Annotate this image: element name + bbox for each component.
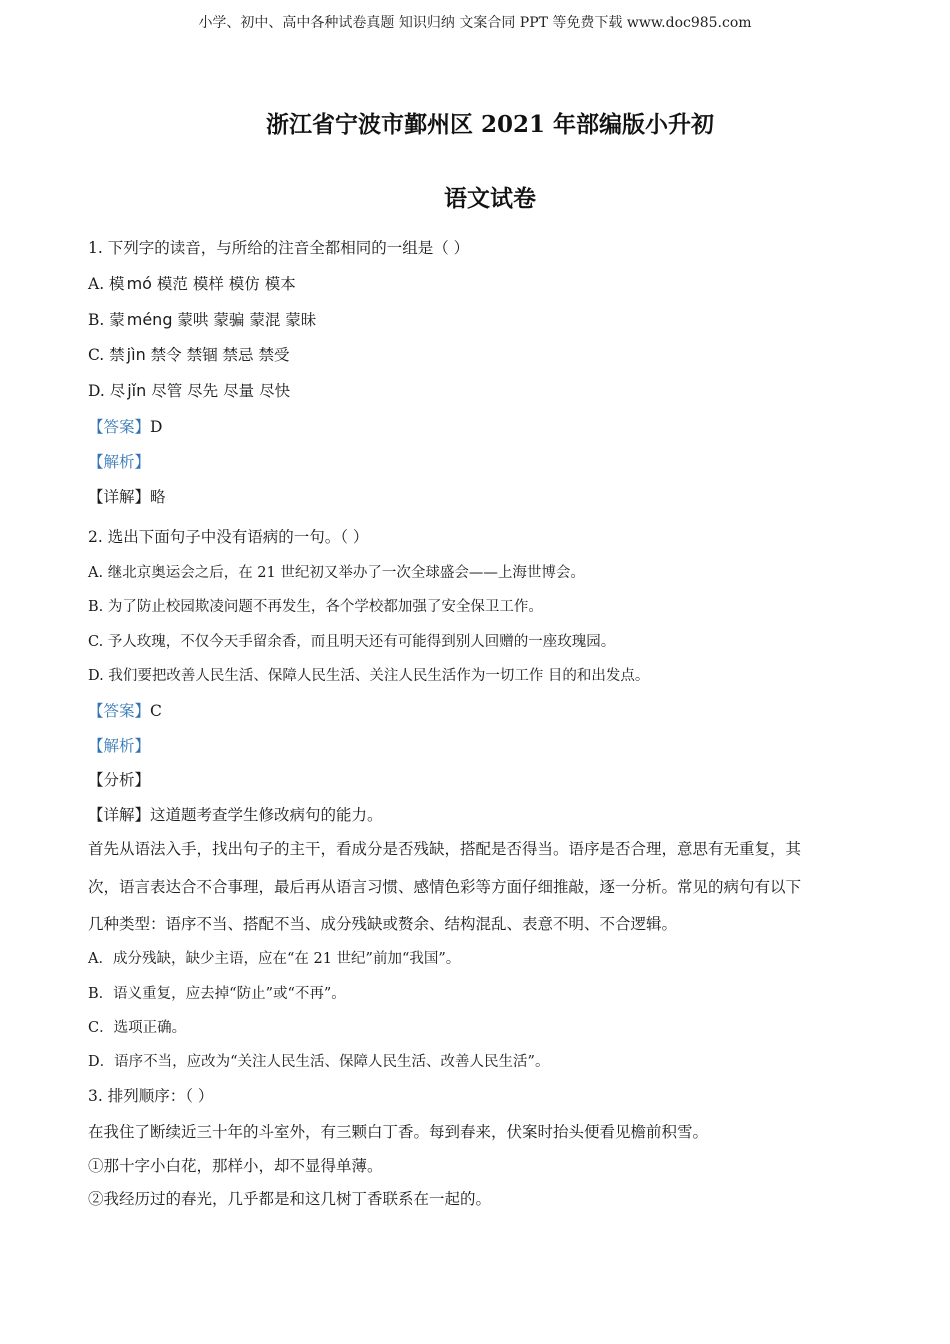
answer-value: D (150, 418, 163, 436)
site-header: 小学、初中、高中各种试卷真题 知识归纳 文案合同 PPT 等免费下载 www.doc985.com (198, 15, 752, 31)
q1-analysis-tag: 【解析】 (88, 453, 151, 471)
option-word: 禁忌 (222, 346, 254, 364)
q2-explanation-b: B．语义重复，应去掉“防止”或“不再”。 (88, 986, 346, 1002)
q2-option-b: B. 为了防止校园欺凌问题不再发生，各个学校都加强了安全保卫工作。 (88, 599, 543, 615)
q3-stem: 3. 排列顺序：（ ） (88, 1087, 214, 1105)
q2-option-a: A. 继北京奥运会之后，在 21 世纪初又举办了一次全球盛会——上海世博会。 (88, 565, 585, 581)
option-pinyin: méng (126, 310, 173, 329)
q2-detail: 【详解】这道题考查学生修改病句的能力。 (88, 806, 383, 824)
option-label: C. 禁 (88, 346, 125, 364)
option-word: 蒙哄 (177, 311, 209, 329)
q1-stem: 1. 下列字的读音，与所给的注音全都相同的一组是（ ） (88, 239, 470, 257)
option-pinyin: jǐn (127, 381, 147, 400)
q2-explanation-d: D．语序不当，应改为“关注人民生活、保障人民生活、改善人民生活”。 (88, 1054, 550, 1070)
q2-option-c: C. 予人玫瑰，不仅今天手留余香，而且明天还有可能得到别人回赠的一座玫瑰园。 (88, 634, 616, 650)
q2-para-line: 几种类型：语序不当、搭配不当、成分残缺或赘余、结构混乱、表意不明、不合逻辑。 (88, 915, 678, 933)
option-word: 尽管 (151, 382, 183, 400)
q2-analysis-tag: 【解析】 (88, 737, 151, 755)
q1-answer (88, 415, 162, 437)
option-word: 禁受 (258, 346, 290, 364)
q1-option-d (88, 379, 290, 401)
option-word: 蒙昧 (285, 311, 317, 329)
q1-option-c (88, 343, 290, 365)
option-word: 模范 (156, 275, 188, 293)
option-label: D. 尽 (88, 382, 126, 400)
q2-para-line: 首先从语法入手，找出句子的主干，看成分是否残缺，搭配是否得当。语序是否合理，意思有无重复，其 (88, 840, 802, 858)
option-word: 蒙混 (249, 311, 281, 329)
exam-subtitle: 语文试卷 (444, 185, 536, 212)
q1-option-a (88, 272, 296, 294)
q2-option-d: D. 我们要把改善人民生活、保障人民生活、关注人民生活作为一切工作 目的和出发点。 (88, 668, 650, 684)
answer-tag: 【答案】 (88, 418, 151, 436)
q2-fenxi: 【分析】 (88, 771, 151, 789)
answer-tag: 【答案】 (88, 702, 151, 720)
option-word: 模本 (264, 275, 296, 293)
q3-intro: 在我住了断续近三十年的斗室外，有三颗白丁香。每到春来，伏案时抬头便看见檐前积雪。 (88, 1123, 709, 1141)
option-word: 尽先 (187, 382, 219, 400)
q2-explanation-a: A．成分残缺，缺少主语，应在“在 21 世纪”前加“我国”。 (88, 951, 461, 967)
q1-detail: 【详解】略 (88, 488, 166, 506)
q3-item-1: ①那十字小白花，那样小，却不显得单薄。 (88, 1157, 383, 1175)
option-word: 模仿 (228, 275, 260, 293)
option-word: 禁锢 (186, 346, 218, 364)
option-label: B. 蒙 (88, 311, 125, 329)
q2-answer (88, 699, 162, 721)
option-pinyin: jìn (126, 345, 146, 364)
option-label: A. 模 (88, 275, 125, 293)
option-word: 禁令 (150, 346, 182, 364)
q1-option-b (88, 308, 316, 330)
answer-value: C (150, 702, 162, 720)
option-word: 蒙骗 (213, 311, 245, 329)
q2-stem: 2. 选出下面句子中没有语病的一句。（ ） (88, 528, 369, 546)
option-pinyin: mó (126, 274, 152, 293)
q2-explanation-c: C．选项正确。 (88, 1020, 187, 1036)
option-word: 模样 (192, 275, 224, 293)
q3-item-2: ②我经历过的春光，几乎都是和这几树丁香联系在一起的。 (88, 1190, 492, 1208)
q2-para-line: 次，语言表达合不合事理，最后再从语言习惯、感情色彩等方面仔细推敲，逐一分析。常见的病句有以下 (88, 878, 802, 896)
exam-title: 浙江省宁波市鄞州区 2021 年部编版小升初 (265, 111, 715, 138)
option-word: 尽量 (223, 382, 255, 400)
option-word: 尽快 (259, 382, 291, 400)
